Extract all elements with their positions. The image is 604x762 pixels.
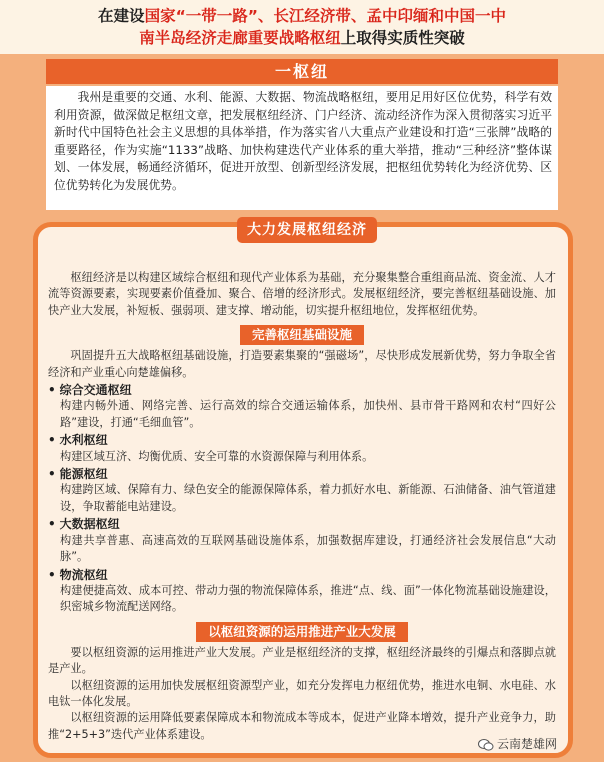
headline-part: 上取得实质性突破: [340, 29, 465, 47]
headline-part-highlight: 国家“一带一路”、长江经济带、孟中印缅和中国一中: [144, 7, 506, 25]
wechat-icon: [478, 738, 494, 752]
section-banner: 一枢纽: [46, 59, 558, 84]
section1-title-wrap: [48, 325, 556, 345]
section2-title: 以枢纽资源的运用推进产业大发展: [196, 622, 408, 642]
headline-line-1: [0, 0, 604, 27]
intro-paragraph: [46, 86, 558, 210]
page-header: [0, 0, 604, 54]
section1-title: 完善枢纽基础设施: [240, 325, 364, 345]
section2-title-wrap: [48, 622, 556, 642]
headline-line-2: [0, 27, 604, 49]
section2-p3: 以枢纽资源的运用降低要素保障成本和物流成本等成本，促进产业降本增效，提升产业竞争力，助推“2+5+3”迭代产业体系建设。: [48, 711, 556, 741]
watermark-text: 云南楚雄网: [497, 737, 558, 751]
item-title: • 综合交通枢纽: [48, 382, 556, 398]
item-title: • 能源枢纽: [48, 466, 556, 482]
item-desc: 构建便捷高效、成本可控、带动力强的物流保障体系，推进“点、线、面”一体化物流基础设施建设，织密城乡物流配送网络。: [60, 583, 556, 614]
item-title: • 水利枢纽: [48, 432, 556, 448]
headline-part: 在建设: [98, 7, 145, 25]
section1-intro: 巩固提升五大战略枢纽基础设施，打造要素集聚的“强磁场”，尽快形成发展新优势，努力争取全省经济和产业重心向楚雄偏移。: [48, 349, 556, 379]
item-desc: 构建共享普惠、高速高效的互联网基础设施体系，加强数据库建设，打通经济社会发展信息“大动脉”。: [60, 533, 556, 564]
panel-title: 大力发展枢纽经济: [237, 217, 377, 243]
intro-text: 我州是重要的交通、水利、能源、大数据、物流战略枢纽，要用足用好区位优势，科学有效利用资源，做深做足枢纽文章，把发展枢纽经济、门户经济、流动经济作为深入贯彻落实习近平新时代中国特色社会主义思想的具体举措，作为落实省八大重点产业建设和打造“三张牌”战略的重要路径，作为实施“1133”战略、加快构建迭代产业体系的重大举措，推动“三种经济”整体谋划、一体发展，畅通经济循环，促进开放型、创新型经济发展，把枢纽优势转化为经济优势、区位优势转化为发展优势。: [54, 90, 552, 192]
item-desc: 构建跨区域、保障有力、绿色安全的能源保障体系，着力抓好水电、新能源、石油储备、油气管道建设，争取蓄能电站建设。: [60, 483, 556, 513]
section2-p2: 以枢纽资源的运用加快发展枢纽资源型产业，如充分发挥电力枢纽优势，推进水电铜、水电硅、水电钛一体化发展。: [48, 678, 556, 708]
item-title: • 物流枢纽: [48, 567, 556, 583]
headline-part-highlight: 南半岛经济走廊重要战略枢纽: [139, 29, 341, 47]
panel-body: [48, 270, 556, 743]
section2-p1: 要以枢纽资源的运用推进产业大发展。产业是枢纽经济的支撑，枢纽经济最终的引爆点和落脚点就是产业。: [48, 645, 556, 676]
item-desc: 构建内畅外通、网络完善、运行高效的综合交通运输体系，加快州、县市骨干路网和农村“四好公路”建设，打通“毛细血管”。: [60, 399, 556, 429]
item-desc: 构建区域互济、均衡优质、安全可靠的水资源保障与利用体系。: [60, 449, 374, 463]
watermark: [478, 735, 557, 752]
panel-lead: 枢纽经济是以构建区域综合枢纽和现代产业体系为基础，充分聚集整合重组商品流、资金流、人才流等资源要素，实现要素价值叠加、聚合、倍增的经济形式。发展枢纽经济，要完善枢纽基础设施、加快产业大发展，补短板、强弱项、建支撑、增动能，切实提升枢纽地位，发挥枢纽优势。: [48, 271, 556, 317]
item-title: • 大数据枢纽: [48, 516, 556, 532]
